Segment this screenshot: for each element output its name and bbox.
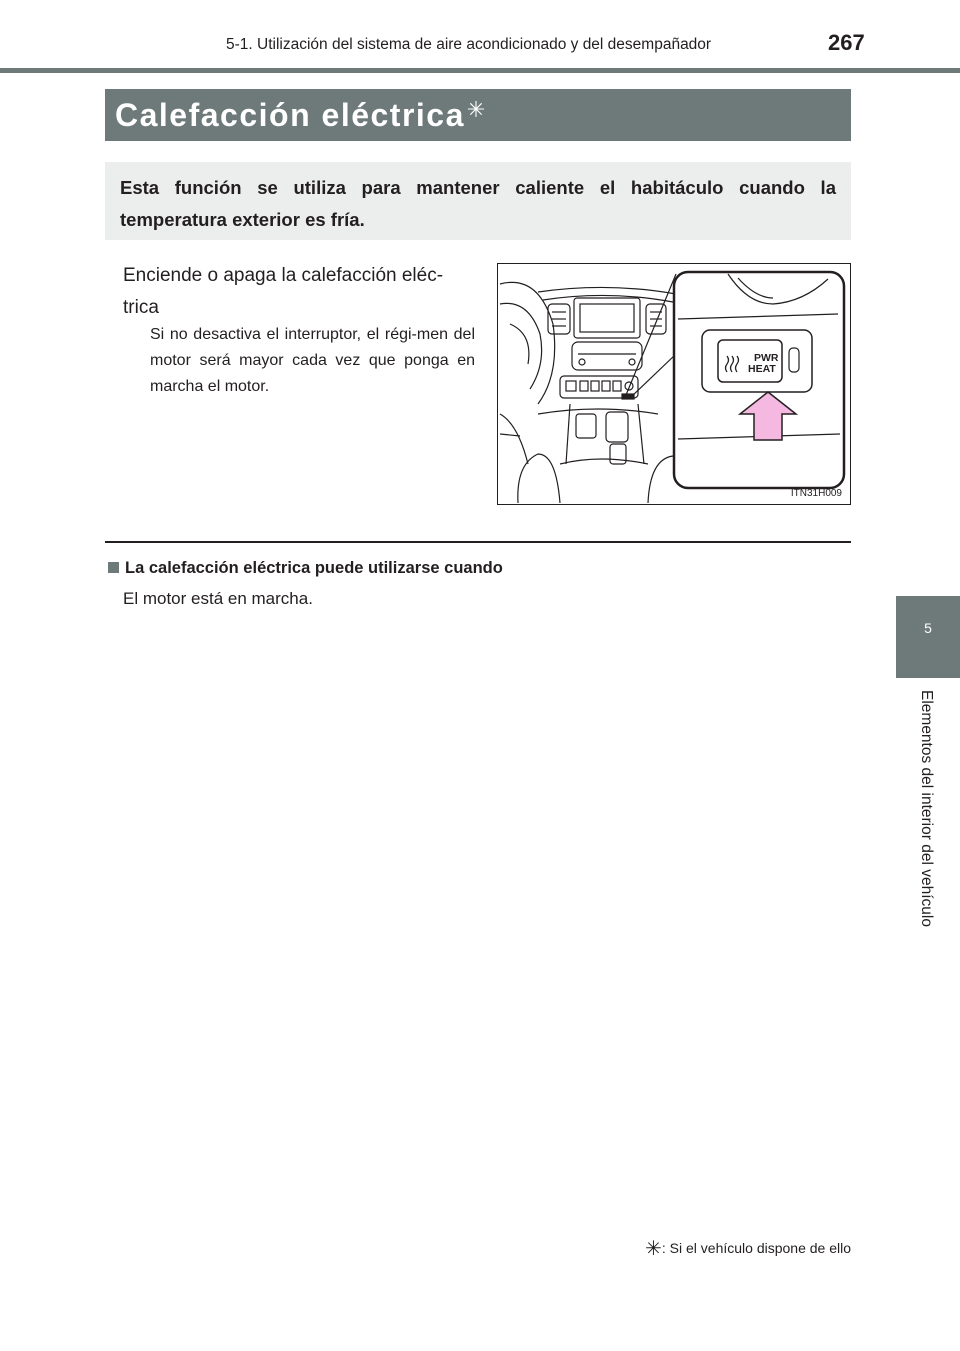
page-title-text: Calefacción eléctrica	[115, 97, 465, 133]
section-divider	[105, 541, 851, 543]
subsection-heading-text: La calefacción eléctrica puede utilizarse cuando	[125, 559, 503, 577]
chapter-label: Elementos del interior del vehículo	[918, 690, 935, 927]
subsection-body: El motor está en marcha.	[123, 589, 313, 608]
chapter-tab	[896, 596, 960, 678]
lead-text: Enciende o apaga la calefacción eléc-trica	[123, 265, 444, 318]
square-bullet-icon	[108, 562, 119, 573]
button-label-line1: PWR	[754, 352, 779, 364]
figure-code: ITN31H009	[790, 488, 842, 499]
dashboard-illustration	[497, 263, 851, 505]
button-label-line2: HEAT	[748, 363, 776, 375]
running-header: 5-1. Utilización del sistema de aire acondicionado y del desempañador	[226, 36, 712, 53]
footnote	[596, 1236, 851, 1261]
note-text: Si no desactiva el interruptor, el régi-men del motor será mayor cada vez que ponga en marcha el motor.	[150, 326, 475, 395]
intro-box: Esta función se utiliza para mantener caliente el habitáculo cuando la temperatura exterior es fría.	[105, 162, 851, 240]
optional-equipment-marker: ✳	[466, 97, 487, 122]
title-bar	[105, 89, 851, 141]
pwr-heat-button-label	[748, 353, 779, 375]
chapter-number: 5	[924, 620, 932, 636]
footnote-text: : Si el vehículo dispone de ello	[661, 1240, 851, 1256]
dashboard-drawing	[498, 264, 849, 503]
header-rule	[0, 68, 960, 73]
page-title	[115, 97, 487, 134]
footnote-marker: ✳	[645, 1238, 662, 1260]
page-number: 267	[828, 30, 865, 55]
subsection-heading	[108, 559, 503, 578]
